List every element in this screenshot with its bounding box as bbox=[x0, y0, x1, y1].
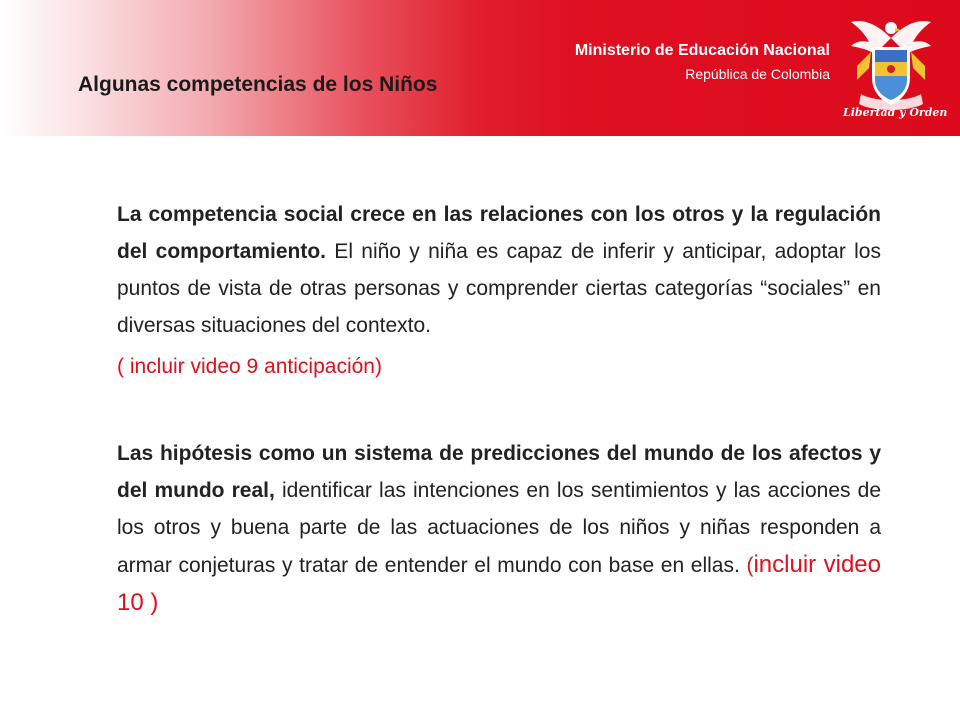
motto-text: Libertad y Orden bbox=[843, 106, 948, 119]
video-note-1: ( incluir video 9 anticipación) bbox=[117, 355, 382, 378]
paragraph-hypotheses bbox=[117, 435, 881, 622]
country-name: República de Colombia bbox=[685, 66, 830, 82]
ministry-block bbox=[575, 42, 830, 82]
slide-content bbox=[117, 196, 881, 622]
slide-title: Algunas competencias de los Niños bbox=[78, 73, 438, 96]
paragraph-1-text: El niño y niña es capaz de inferir y anticipar, adoptar los puntos de vista de otras personas y comprender ciertas categorías “sociales” en diversas situaciones del contexto. bbox=[117, 240, 881, 337]
header-banner bbox=[0, 0, 960, 136]
paragraph-2-text: identificar las intenciones en los sentimientos y las acciones de los otros y buena parte de las actuaciones de los niños y niñas responden a armar conjeturas y tratar de entender el mundo con base en ellas. bbox=[117, 479, 882, 577]
video-note-2: incluir video 10 ) bbox=[117, 551, 881, 616]
video-note-1-block bbox=[117, 348, 881, 385]
ministry-name: Ministerio de Educación Nacional bbox=[574, 42, 830, 59]
paragraph-social-competence bbox=[117, 196, 881, 344]
video-note-2-paren: ( bbox=[746, 554, 754, 577]
paragraph-1-lead: La competencia social crece en las relaciones con los otros y la regulación del comportamiento. bbox=[117, 203, 881, 263]
paragraph-2-lead: Las hipótesis como un sistema de predicciones del mundo de los afectos y del mundo real, bbox=[117, 442, 881, 502]
